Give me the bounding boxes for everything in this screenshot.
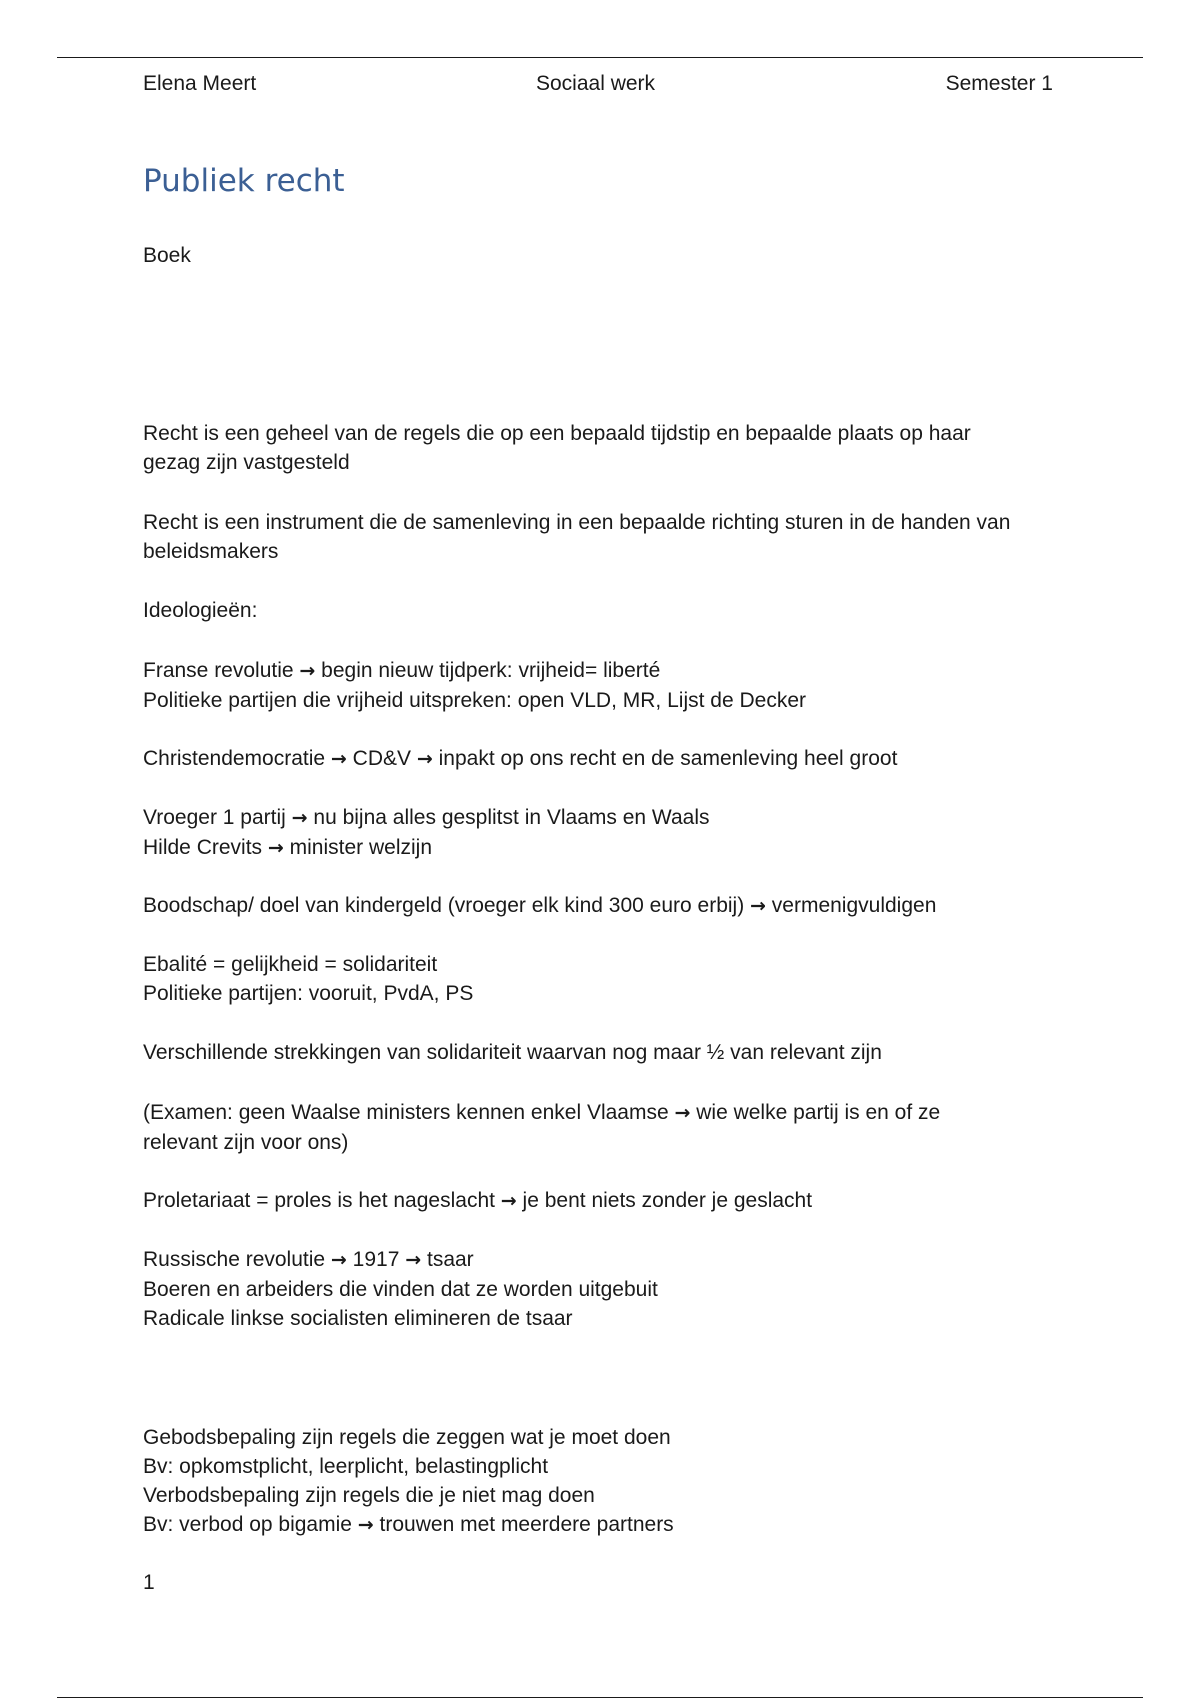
text-line: Boeren en arbeiders die vinden dat ze worden uitgebuit [143,1278,658,1301]
text-line: relevant zijn voor ons) [143,1131,349,1154]
paragraph-4 [143,656,1073,715]
header-rule [57,57,1143,58]
paragraph-5 [143,744,1073,774]
text-line: Politieke partijen: vooruit, PvdA, PS [143,982,474,1005]
paragraph-9 [143,1038,1073,1067]
arrow-icon: → [330,1249,347,1271]
arrow-icon: → [299,660,316,682]
text-line: Vroeger 1 partij → nu bijna alles gesplitst in Vlaams en Waals [143,806,710,829]
text-line: Hilde Crevits → minister welzijn [143,836,432,859]
header-course: Sociaal werk [536,72,656,95]
paragraph-12 [143,1245,1073,1333]
document-title: Publiek recht [143,163,345,199]
paragraph-3 [143,596,1073,625]
header-semester: Semester 1 [945,72,1053,95]
arrow-icon: → [674,1102,691,1124]
text-line: Christendemocratie → CD&V → inpakt op ons recht en de samenleving heel groot [143,747,898,770]
footer-rule [57,1697,1143,1698]
header-author: Elena Meert [143,72,257,95]
text-line: Politieke partijen die vrijheid uitspreken: open VLD, MR, Lijst de Decker [143,689,806,712]
arrow-icon: → [330,748,347,770]
paragraph-1 [143,419,1073,477]
text-line: Radicale linkse socialisten elimineren de tsaar [143,1307,573,1330]
text-line: Verschillende strekkingen van solidariteit waarvan nog maar ½ van relevant zijn [143,1041,882,1064]
paragraph-6 [143,803,1073,863]
page-number: 1 [143,1571,155,1594]
subtitle-text: Boek [143,244,191,267]
text-line: beleidsmakers [143,540,279,563]
text-line: Boodschap/ doel van kindergeld (vroeger elk kind 300 euro erbij) → vermenigvuldigen [143,894,937,917]
arrow-icon: → [405,1249,422,1271]
subtitle [143,241,1073,270]
text-line: Russische revolutie → 1917 → tsaar [143,1248,474,1271]
text-line: Franse revolutie → begin nieuw tijdperk: vrijheid= liberté [143,659,661,682]
text-line: Ideologieën: [143,599,258,622]
text-line: Proletariaat = proles is het nageslacht → je bent niets zonder je geslacht [143,1189,813,1212]
text-line: Recht is een instrument die de samenleving in een bepaalde richting sturen in de handen van [143,511,1011,534]
paragraph-8 [143,950,1073,1008]
arrow-icon: → [750,895,766,917]
text-line: Recht is een geheel van de regels die op een bepaald tijdstip en bepaalde plaats op haar [143,422,971,445]
arrow-icon: → [291,807,308,829]
arrow-icon: → [357,1514,374,1536]
paragraph-11 [143,1186,1073,1216]
arrow-icon: → [416,748,433,770]
text-line: Ebalité = gelijkheid = solidariteit [143,953,438,976]
text-line: Bv: verbod op bigamie → trouwen met meerdere partners [143,1513,674,1536]
arrow-icon: → [500,1190,517,1212]
text-line: Gebodsbepaling zijn regels die zeggen wat je moet doen [143,1426,671,1449]
text-line: Verbodsbepaling zijn regels die je niet mag doen [143,1484,595,1507]
text-line: gezag zijn vastgesteld [143,451,350,474]
arrow-icon: → [267,837,284,859]
page-header [143,72,1053,102]
text-line: Bv: opkomstplicht, leerplicht, belastingplicht [143,1455,549,1478]
text-line: (Examen: geen Waalse ministers kennen enkel Vlaamse → wie welke partij is en of ze [143,1101,941,1124]
paragraph-2 [143,508,1073,566]
paragraph-13 [143,1423,1073,1540]
paragraph-7 [143,891,1073,921]
paragraph-10 [143,1098,1073,1157]
